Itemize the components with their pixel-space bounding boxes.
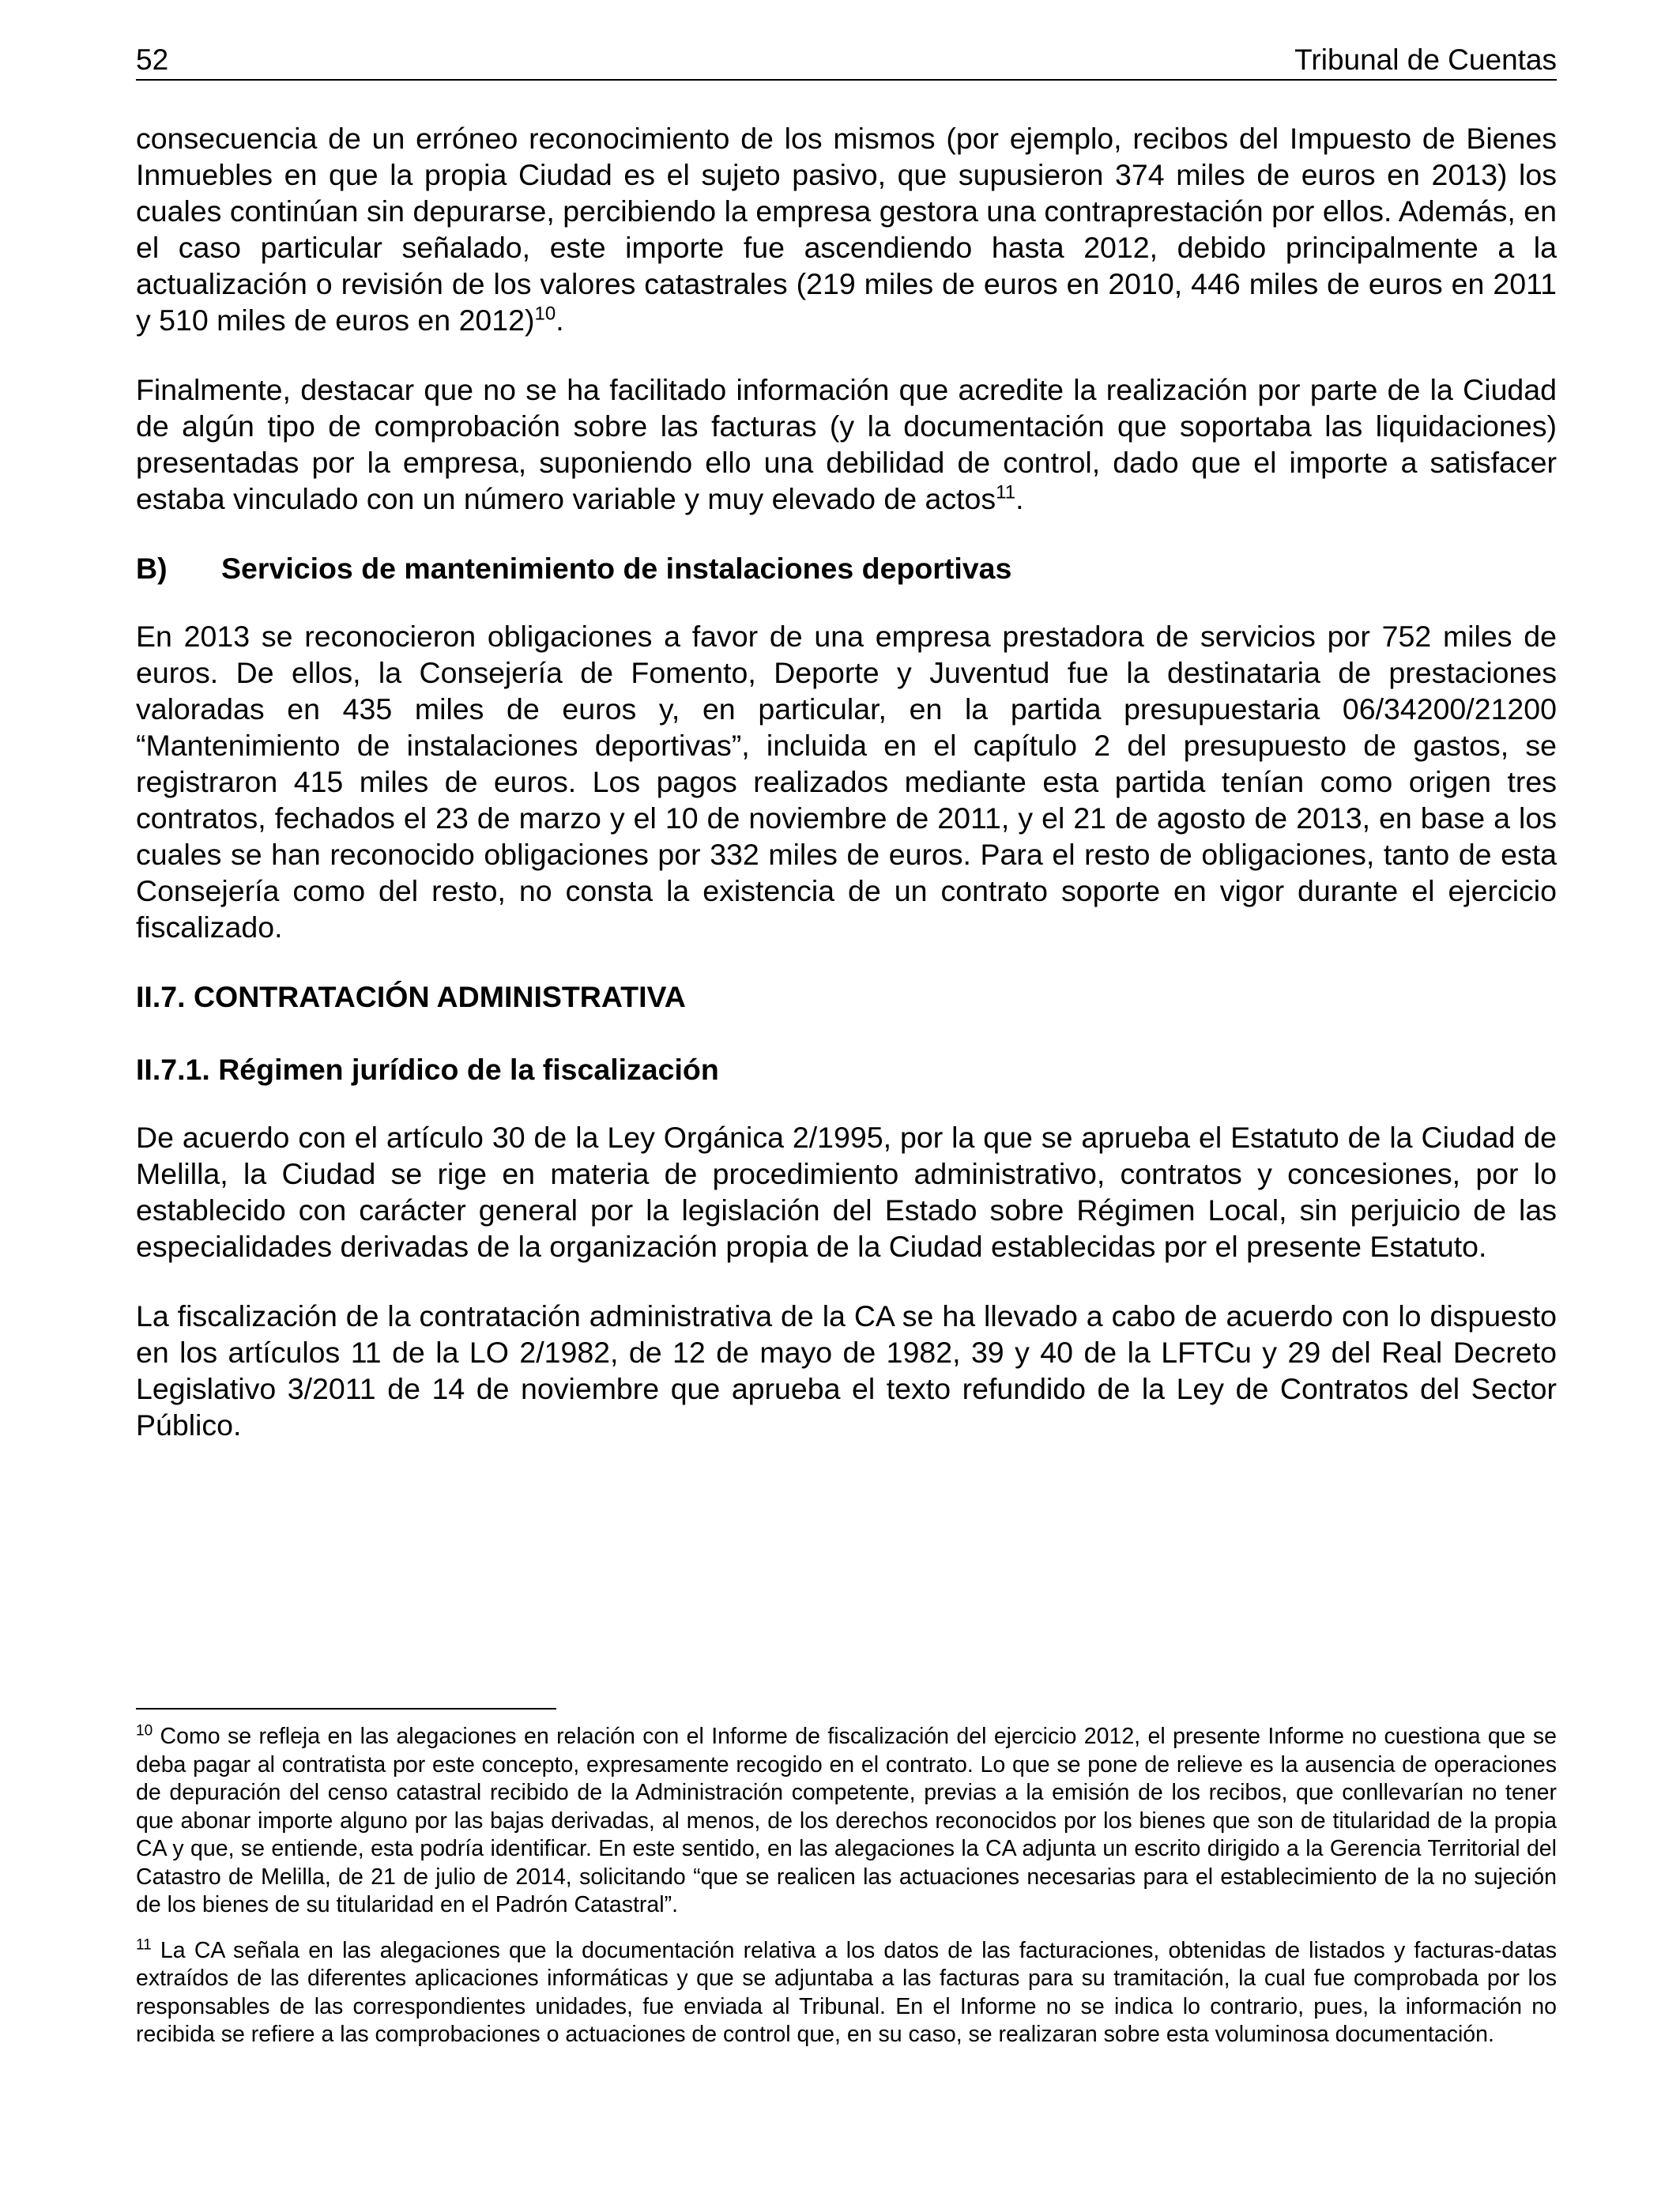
paragraph-1-text: consecuencia de un erróneo reconocimiento de los mismos (por ejemplo, recibos del Impuesto de Bienes Inmuebles en que la propia Ciudad es el sujeto pasivo, que supusieron 374 miles de euros en 2013) los cuales continúan sin depurarse, percibiendo la empresa gestora una contraprestación por ellos. Además, en el caso particular señalado, este importe fue ascendiendo hasta 2012, debido principalmente a la actualización o revisión de los valores catastrales (219 miles de euros en 2010, 446 miles de euros en 2011 y 510 miles de euros en 2012) bbox=[136, 122, 1557, 337]
footnote-ref-11[interactable]: 11 bbox=[996, 481, 1016, 503]
footnote-11 bbox=[136, 1937, 1557, 2049]
footnote-ref-10[interactable]: 10 bbox=[534, 303, 556, 325]
footnotes bbox=[136, 1723, 1557, 2067]
footnote-10-number: 10 bbox=[136, 1722, 153, 1740]
paragraph-5: La fiscalización de la contratación administrativa de la CA se ha llevado a cabo de acuerdo con lo dispuesto en los artículos 11 de la LO 2/1982, de 12 de mayo de 1982, 39 y 40 de la LFTCu y 29 del Real Decreto Legislativo 3/2011 de 14 de noviembre que aprueba el texto refundido de la Ley de Contratos del Sector Público. bbox=[136, 1299, 1557, 1442]
body-text bbox=[136, 120, 1557, 1476]
paragraph-3: En 2013 se reconocieron obligaciones a favor de una empresa prestadora de servicios por 752 miles de euros. De ellos, la Consejería de Fomento, Deporte y Juventud fue la destinataria de prestaciones valoradas en 435 miles de euros y, en particular, en la partida presupuestaria 06/34200/21200 “Mantenimiento de instalaciones deportivas”, incluida en el capítulo 2 del presupuesto de gastos, se registraron 415 miles de euros. Los pagos realizados mediante esta partida tenían como origen tres contratos, fechados el 23 de marzo y el 10 de noviembre de 2011, y el 21 de agosto de 2013, en base a los cuales se han reconocido obligaciones por 332 miles de euros. Para el resto de obligaciones, tanto de esta Consejería como del resto, no consta la existencia de un contrato soporte en vigor durante el ejercicio fiscalizado. bbox=[136, 620, 1557, 944]
page-header bbox=[136, 41, 1557, 81]
paragraph-2 bbox=[136, 371, 1557, 517]
running-title: Tribunal de Cuentas bbox=[1294, 43, 1557, 76]
section-ii71-heading: II.7.1. Régimen jurídico de la fiscalización bbox=[136, 1053, 719, 1086]
section-b-label: B) bbox=[136, 552, 168, 585]
section-ii7-heading: II.7. CONTRATACIÓN ADMINISTRATIVA bbox=[136, 980, 686, 1013]
paragraph-2-text: Finalmente, destacar que no se ha facilitado información que acredite la realización por parte de la Ciudad de algún tipo de comprobación sobre las facturas (y la documentación que soportaba las liquidaciones) presentadas por la empresa, suponiendo ello una debilidad de control, dado que el importe a satisfacer estaba vinculado con un número variable y muy elevado de actos bbox=[136, 373, 1557, 515]
footnote-11-number: 11 bbox=[136, 1936, 152, 1953]
footnote-10-text: Como se refleja en las alegaciones en relación con el Informe de fiscalización del ejercicio 2012, el presente Informe no cuestiona que se deba pagar al contratista por este concepto, expresamente recogido en el contrato. Lo que se pone de relieve es la ausencia de operaciones de depuración del censo catastral recibido de la Administración competente, previas a la emisión de los recibos, que conllevarían no tener que abonar importe alguno por las bajas derivadas, al menos, de los derechos reconocidos por los bienes que son de titularidad de la propia CA y que, se entiende, esta podría identificar. En este sentido, en las alegaciones la CA adjunta un escrito dirigido a la Gerencia Territorial del Catastro de Melilla, de 21 de julio de 2014, solicitando “que se realicen las actuaciones necesarias para el establecimiento de la no sujeción de los bienes de su titularidad en el Padrón Catastral”. bbox=[136, 1724, 1557, 1917]
paragraph-1 bbox=[136, 120, 1557, 338]
paragraph-1-end: . bbox=[556, 303, 564, 337]
footnote-11-text: La CA señala en las alegaciones que la documentación relativa a los datos de las facturaciones, obtenidas de listados y facturas-datas extraídos de las diferentes aplicaciones informáticas y que se adjuntaba a las facturas para su tramitación, la cual fue comprobada por los responsables de las correspondientes unidades, fue enviada al Tribunal. En el Informe no se indica lo contrario, pues, la información no recibida se refiere a las comprobaciones o actuaciones de control que, en su caso, se realizaran sobre esta voluminosa documentación. bbox=[136, 1937, 1557, 2047]
footnote-divider bbox=[136, 1708, 556, 1710]
section-b-title: Servicios de mantenimiento de instalaciones deportivas bbox=[221, 552, 1012, 585]
paragraph-2-end: . bbox=[1015, 482, 1024, 515]
page-number: 52 bbox=[136, 43, 169, 76]
paragraph-4: De acuerdo con el artículo 30 de la Ley Orgánica 2/1995, por la que se aprueba el Estatuto de la Ciudad de Melilla, la Ciudad se rige en materia de procedimiento administrativo, contratos y concesiones, por lo establecido con carácter general por la legislación del Estado sobre Régimen Local, sin perjuicio de las especialidades derivadas de la organización propia de la Ciudad establecidas por el presente Estatuto. bbox=[136, 1121, 1557, 1263]
footnote-10 bbox=[136, 1723, 1557, 1920]
section-b-heading bbox=[136, 550, 1557, 586]
